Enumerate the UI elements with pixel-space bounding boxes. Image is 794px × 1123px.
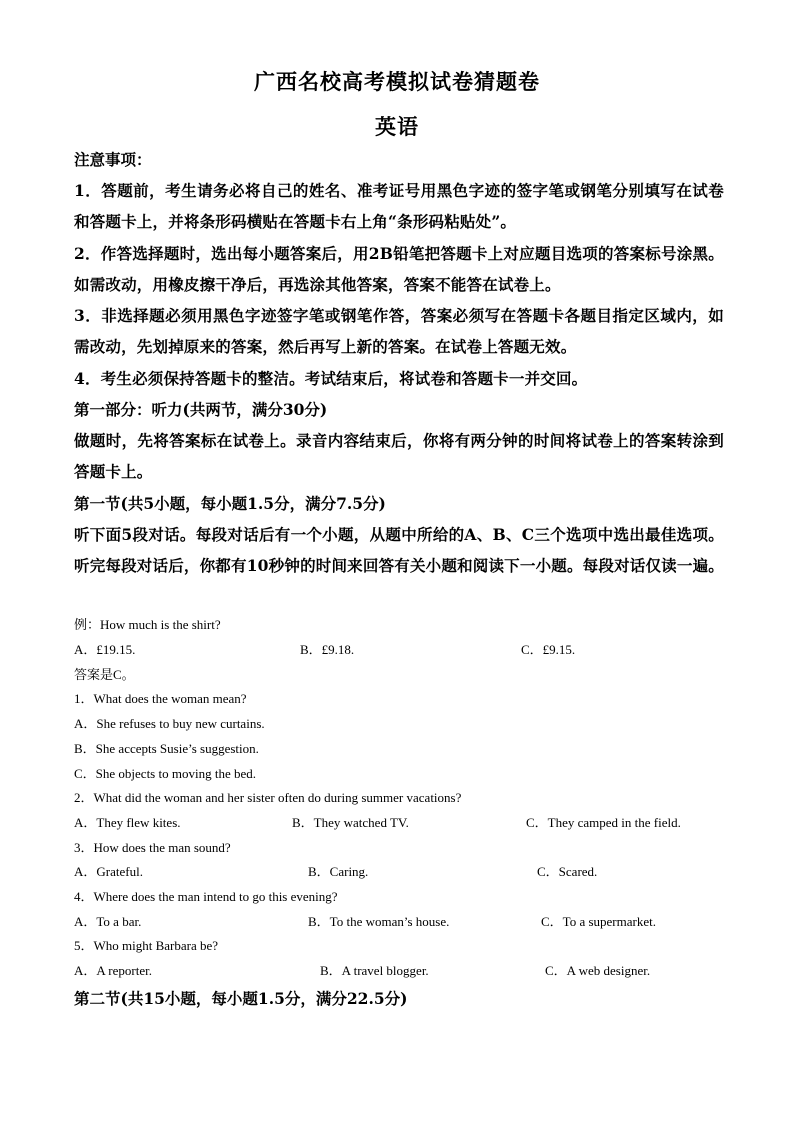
subject-title: 英语 bbox=[375, 114, 419, 139]
question-5: 5．Who might Barbara be? bbox=[74, 938, 219, 953]
question-2-option-b: B．They watched TV. bbox=[292, 815, 409, 830]
question-5-option-b: B．A travel blogger. bbox=[320, 963, 429, 978]
question-2: 2．What did the woman and her sister often do during summer vacations? bbox=[74, 790, 462, 805]
notice-item: 4．考生必须保持答题卡的整洁。考试结束后，将试卷和答题卡一并交回。 bbox=[74, 369, 588, 388]
notice-item: 2．作答选择题时，选出每小题答案后，用2B铅笔把答题卡上对应题目选项的答案标号涂黑。如需改动，用橡皮擦干净后，再选涂其他答案，答案不能答在试卷上。 bbox=[74, 244, 724, 295]
example-option-c: C．£9.15. bbox=[521, 642, 576, 657]
question-4: 4．Where does the man intend to go this evening? bbox=[74, 889, 338, 904]
question-4-option-b: B．To the woman’s house. bbox=[308, 914, 450, 929]
question-4-option-c: C．To a supermarket. bbox=[541, 914, 656, 929]
question-5-option-c: C．A web designer. bbox=[545, 963, 651, 978]
notice-item: 1．答题前，考生请务必将自己的姓名、准考证号用黑色字迹的签字笔或钢笔分别填写在试卷和答题卡上，并将条形码横贴在答题卡右上角“条形码粘贴处”。 bbox=[74, 181, 724, 232]
question-5-option-a: A．A reporter. bbox=[74, 963, 152, 978]
question-3-option-c: C．Scared. bbox=[537, 864, 598, 879]
example-option-b: B．£9.18. bbox=[300, 642, 355, 657]
question-2-option-a: A．They flew kites. bbox=[74, 815, 181, 830]
question-1-option-b: B．She accepts Susie’s suggestion. bbox=[74, 741, 259, 756]
question-1: 1．What does the woman mean? bbox=[74, 691, 247, 706]
notice-heading: 注意事项： bbox=[74, 150, 152, 169]
example-question: 例：How much is the shirt? bbox=[74, 617, 221, 632]
part1-heading: 第一部分：听力(共两节，满分30分) bbox=[74, 400, 328, 419]
question-3: 3．How does the man sound? bbox=[74, 840, 231, 855]
question-1-option-a: A．She refuses to buy new curtains. bbox=[74, 716, 265, 731]
question-2-option-c: C．They camped in the field. bbox=[526, 815, 681, 830]
section1-heading: 第一节(共5小题，每小题1.5分，满分7.5分) bbox=[74, 494, 386, 513]
section1-instruction: 听下面5段对话。每段对话后有一个小题，从题中所给的A、B、C三个选项中选出最佳选项。听完每段对话后，你都有10秒钟的时间来回答有关小题和阅读下一小题。每段对话仅读一遍。 bbox=[74, 525, 724, 576]
question-4-option-a: A．To a bar. bbox=[74, 914, 142, 929]
question-3-option-b: B．Caring. bbox=[308, 864, 369, 879]
example-answer: 答案是C。 bbox=[74, 667, 135, 682]
question-3-option-a: A．Grateful. bbox=[74, 864, 143, 879]
part1-instruction: 做题时，先将答案标在试卷上。录音内容结束后，你将有两分钟的时间将试卷上的答案转涂到答题卡上。 bbox=[74, 431, 724, 482]
question-1-option-c: C．She objects to moving the bed. bbox=[74, 766, 256, 781]
exam-title: 广西名校高考模拟试卷猜题卷 bbox=[254, 69, 540, 94]
notice-item: 3．非选择题必须用黑色字迹签字笔或钢笔作答，答案必须写在答题卡各题目指定区域内，如需改动，先划掉原来的答案，然后再写上新的答案。在试卷上答题无效。 bbox=[74, 306, 724, 357]
example-option-a: A．£19.15. bbox=[74, 642, 136, 657]
section2-heading: 第二节(共15小题，每小题1.5分，满分22.5分) bbox=[74, 989, 408, 1008]
